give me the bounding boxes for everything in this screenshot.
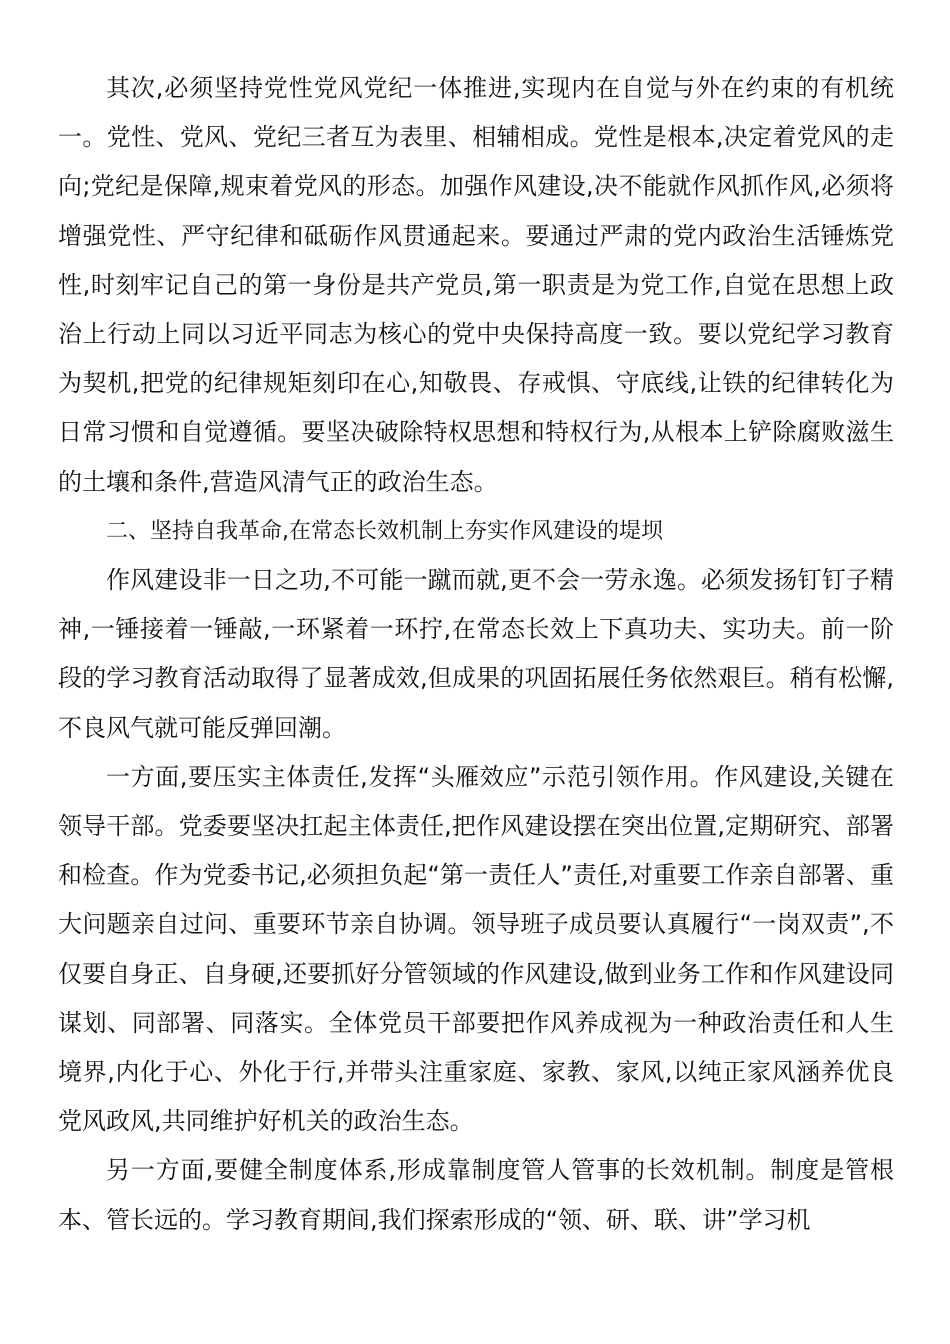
- section-heading-2: 二、坚持自我革命,在常态长效机制上夯实作风建设的堤坝: [106, 518, 663, 544]
- paragraph-responsibility: 一方面,要压实主体责任,发挥“头雁效应”示范引领作用。作风建设,关键在领导干部。党委要坚决扛起主体责任,把作风建设摆在突出位置,定期研究、部署和检查。作为党委书记,必须担负起“第一责任人”责任,对重要工作亲自部署、重大问题亲自过问、重要环节亲自协调。领导班子成员要认真履行“一岗双责”,不仅要自身正、自身硬,还要抓好分管领域的作风建设,做到业务工作和作风建设同谋划、同部署、同落实。全体党员干部要把作风养成视为一种政治责任和人生境界,内化于心、外化于行,并带头注重家庭、家教、家风,以纯正家风涵养优良党风政风,共同维护好机关的政治生态。: [58, 762, 894, 1136]
- document-body: [58, 64, 894, 1245]
- paragraph-system: 另一方面,要健全制度体系,形成靠制度管人管事的长效机制。制度是管根本、管长远的。学习教育期间,我们探索形成的“领、研、联、讲”学习机: [58, 1156, 894, 1234]
- paragraph-long-term: 作风建设非一日之功,不可能一蹴而就,更不会一劳永逸。必须发扬钉钉子精神,一锤接着一锤敲,一环紧着一环拧,在常态长效上下真功夫、实功夫。前一阶段的学习教育活动取得了显著成效,但成果的巩固拓展任务依然艰巨。稍有松懈,不良风气就可能反弹回潮。: [58, 566, 894, 742]
- paragraph-party-discipline: 其次,必须坚持党性党风党纪一体推进,实现内在自觉与外在约束的有机统一。党性、党风、党纪三者互为表里、相辅相成。党性是根本,决定着党风的走向;党纪是保障,规束着党风的形态。加强作风建设,决不能就作风抓作风,必须将增强党性、严守纪律和砥砺作风贯通起来。要通过严肃的党内政治生活锤炼党性,时刻牢记自己的第一身份是共产党员,第一职责是为党工作,自觉在思想上政治上行动上同以习近平同志为核心的党中央保持高度一致。要以党纪学习教育为契机,把党的纪律规矩刻印在心,知敬畏、存戒惧、守底线,让铁的纪律转化为日常习惯和自觉遵循。要坚决破除特权思想和特权行为,从根本上铲除腐败滋生的土壤和条件,营造风清气正的政治生态。: [58, 74, 894, 496]
